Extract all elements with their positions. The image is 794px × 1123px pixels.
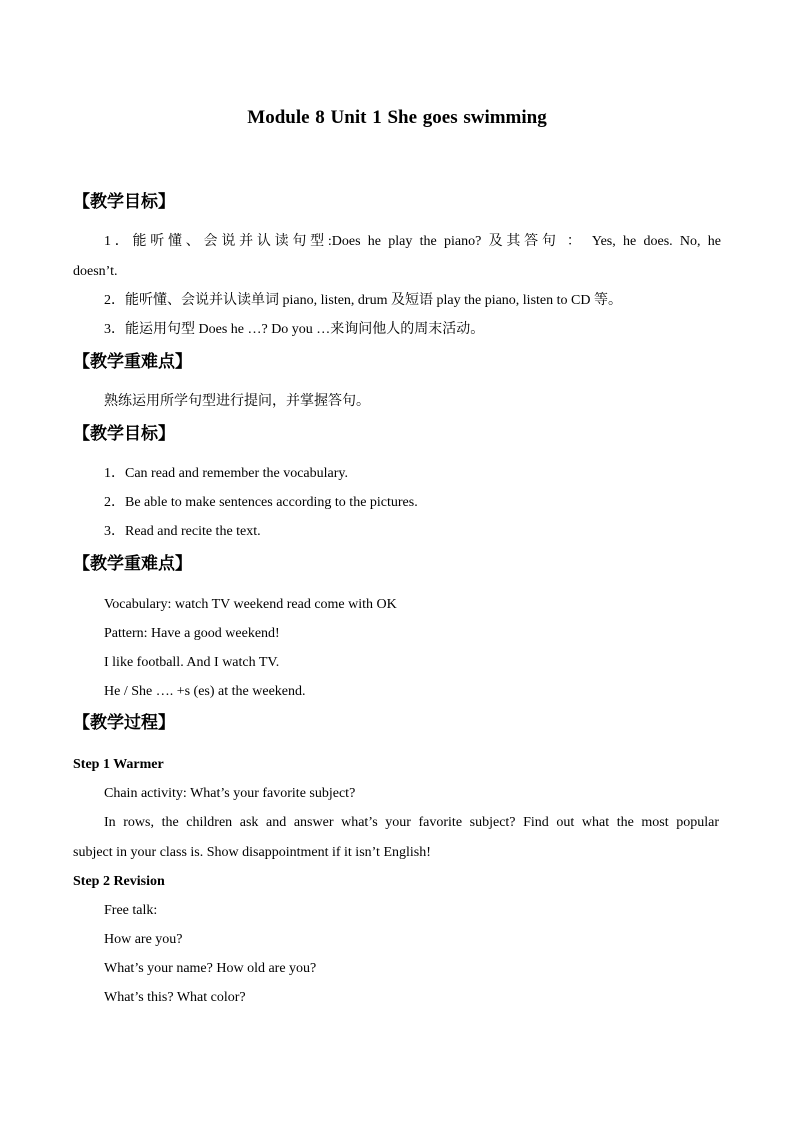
- step-1-line-3: subject in your class is. Show disappointment if it isn’t English!: [73, 845, 431, 860]
- pattern-example-line-2: He / She …. +s (es) at the weekend.: [104, 684, 306, 699]
- goal-en-line-2: 2．Be able to make sentences according to the pictures.: [104, 495, 418, 510]
- section-heading-teaching-goals: 【教学目标】: [73, 192, 175, 212]
- step-2-line-1: Free talk:: [104, 903, 158, 918]
- step-2-line-4: What’s this? What color?: [104, 990, 246, 1005]
- goal-en-line-1: 1．Can read and remember the vocabulary.: [104, 466, 348, 481]
- section-heading-key-difficulties-en: 【教学重难点】: [73, 554, 192, 574]
- step-1-title: Step 1 Warmer: [73, 757, 164, 772]
- step-2-line-3: What’s your name? How old are you?: [104, 961, 317, 976]
- goal-line-3: 3．能运用句型 Does he …? Do you …来询问他人的周末活动。: [104, 322, 485, 337]
- step-1-line-1: Chain activity: What’s your favorite subject?: [104, 786, 356, 801]
- vocabulary-line: Vocabulary: watch TV weekend read come with OK: [104, 597, 397, 612]
- step-2-line-2: How are you?: [104, 932, 183, 947]
- goal-line-2: 2．能听懂、会说并认读单词 piano, listen, drum 及短语 play the piano, listen to CD 等。: [104, 293, 622, 308]
- pattern-line: Pattern: Have a good weekend!: [104, 626, 280, 641]
- goal-en-line-3: 3．Read and recite the text.: [104, 524, 261, 539]
- step-2-title: Step 2 Revision: [73, 874, 165, 889]
- step-1-line-2: In rows, the children ask and answer what’s your favorite subject? Find out what the most popular: [104, 815, 719, 830]
- section-heading-teaching-process: 【教学过程】: [73, 713, 175, 733]
- difficulty-line-1: 熟练运用所学句型进行提问，并掌握答句。: [104, 394, 370, 409]
- goal-line-1: 1．能听懂、会说并认读句型:Does he play the piano? 及其答句 ： Yes, he does. No, he: [104, 234, 721, 249]
- pattern-example-line-1: I like football. And I watch TV.: [104, 655, 280, 670]
- document-title: Module 8 Unit 1 She goes swimming: [247, 107, 547, 128]
- section-heading-key-difficulties: 【教学重难点】: [73, 352, 192, 372]
- section-heading-teaching-goals-en: 【教学目标】: [73, 424, 175, 444]
- goal-line-1-continued: doesn’t.: [73, 264, 118, 279]
